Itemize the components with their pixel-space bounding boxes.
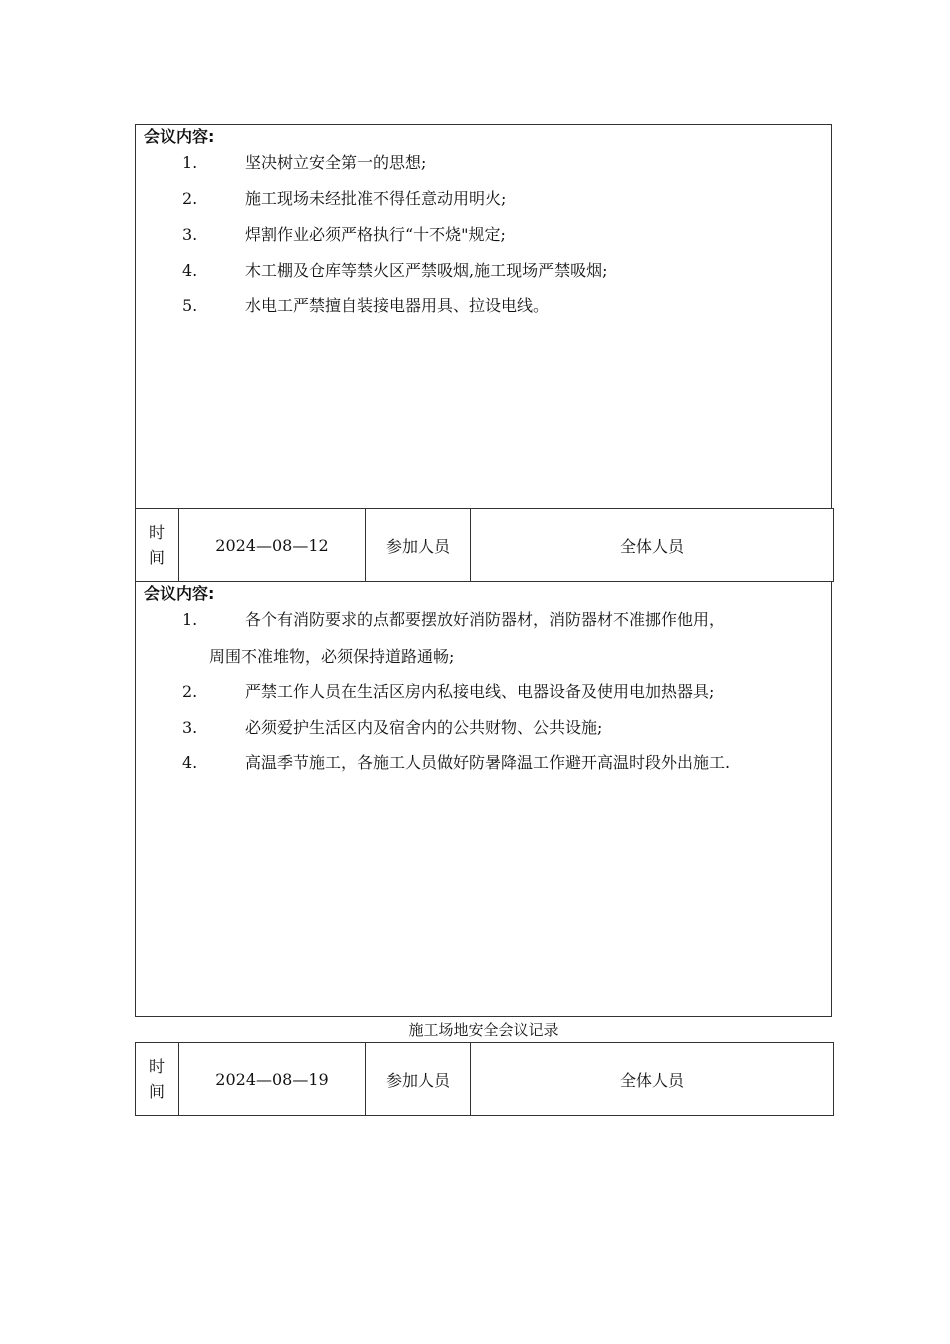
time-label-cell xyxy=(136,509,179,582)
item-number: 3. xyxy=(182,718,198,737)
meeting-date: 2024—08—19 xyxy=(179,1043,366,1116)
item-text: 高温季节施工，各施工人员做好防暑降温工作避开高温时段外出施工. xyxy=(245,753,731,772)
item-text: 必须爱护生活区内及宿舍内的公共财物、公共设施; xyxy=(245,718,603,737)
item-text: 各个有消防要求的点都要摆放好消防器材，消防器材不准挪作他用， xyxy=(245,610,726,629)
time-label-top: 时 xyxy=(148,523,165,542)
item-text: 严禁工作人员在生活区房内私接电线、电器设备及使用电加热器具; xyxy=(245,682,715,701)
item-number: 1. xyxy=(182,153,198,172)
item-number: 3. xyxy=(182,225,198,244)
participants-label: 参加人员 xyxy=(366,1043,471,1116)
time-label-bottom: 间 xyxy=(148,548,165,567)
time-label-cell xyxy=(136,1043,179,1116)
item-text: 焊割作业必须严格执行“十不烧"规定; xyxy=(245,225,506,244)
meeting-date: 2024—08—12 xyxy=(179,509,366,582)
item-number: 5. xyxy=(182,296,198,315)
time-label-top: 时 xyxy=(148,1057,165,1076)
item-text: 施工现场未经批准不得任意动用明火; xyxy=(245,189,507,208)
meeting-content-box-2 xyxy=(135,582,832,1017)
item-text: 坚决树立安全第一的思想; xyxy=(245,153,427,172)
item-number: 4. xyxy=(182,261,198,280)
content-heading: 会议内容: xyxy=(144,127,215,146)
meeting-info-table-1 xyxy=(135,508,834,582)
time-label-bottom: 间 xyxy=(148,1082,165,1101)
participants-value: 全体人员 xyxy=(471,509,834,582)
participants-label: 参加人员 xyxy=(366,509,471,582)
item-text-continued: 周围不准堆物，必须保持道路通畅; xyxy=(209,647,455,666)
item-number: 1. xyxy=(182,610,198,629)
meeting-info-row xyxy=(136,1043,834,1116)
meeting-content-box-1 xyxy=(135,124,832,509)
meeting-info-row xyxy=(136,509,834,582)
content-heading: 会议内容: xyxy=(144,584,215,603)
item-text: 木工棚及仓库等禁火区严禁吸烟,施工现场严禁吸烟; xyxy=(245,261,608,280)
item-number: 4. xyxy=(182,753,198,772)
participants-value: 全体人员 xyxy=(471,1043,834,1116)
meeting-info-table-2 xyxy=(135,1042,834,1116)
item-text: 水电工严禁擅自装接电器用具、拉设电线。 xyxy=(245,296,550,315)
item-number: 2. xyxy=(182,682,198,701)
record-title: 施工场地安全会议记录 xyxy=(408,1021,559,1039)
item-number: 2. xyxy=(182,189,198,208)
